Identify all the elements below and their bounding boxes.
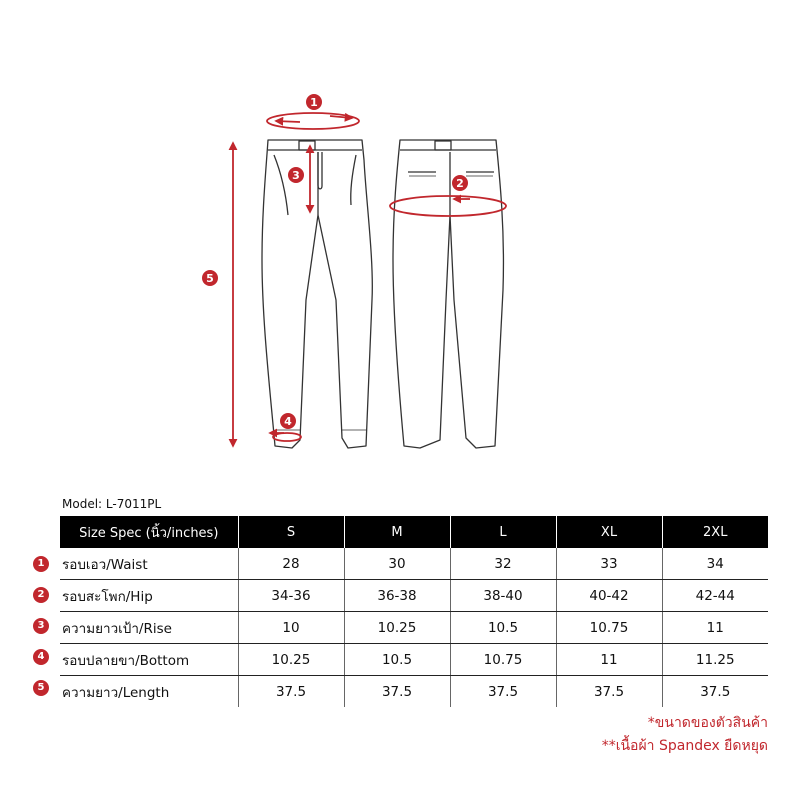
header-size-l: L [450,516,556,548]
header-size-spec: Size Spec (นิ้ว/inches) [60,516,238,548]
header-size-xl: XL [556,516,662,548]
row-marker-4: 4 [33,649,49,665]
header-size-s: S [238,516,344,548]
table-row [60,548,768,580]
table-cell: 33 [556,548,662,580]
marker-2 [452,175,468,191]
table-cell: 10.25 [344,612,450,644]
header-size-m: M [344,516,450,548]
svg-text:2: 2 [456,177,464,190]
table-cell: 10 [238,612,344,644]
marker-5 [202,270,218,286]
front-pocket-left [274,155,288,215]
note-product-size: *ขนาดของตัวสินค้า [647,715,768,731]
table-header-row [60,516,768,548]
belt-loop-front [299,141,315,150]
table-cell: 11 [556,644,662,676]
row-marker-2: 2 [33,587,49,603]
row-marker-5: 5 [33,680,49,696]
measure-waist [267,113,359,129]
table-cell: 37.5 [556,676,662,708]
pants-front-outline [262,140,372,448]
header-size-2xl: 2XL [662,516,768,548]
table-cell: 10.75 [556,612,662,644]
row-label-length: ความยาว/Length [62,684,170,701]
marker-1 [306,94,322,110]
table-cell: 37.5 [344,676,450,708]
svg-text:4: 4 [284,415,292,428]
table-cell: 10.5 [344,644,450,676]
table-cell: 34 [662,548,768,580]
table-cell: 36-38 [344,580,450,612]
table-cell: 42-44 [662,580,768,612]
svg-text:3: 3 [292,169,300,182]
table-cell: 37.5 [662,676,768,708]
svg-text:5: 5 [206,272,214,285]
table-cell: 34-36 [238,580,344,612]
table-cell: 37.5 [450,676,556,708]
table-row [60,644,768,676]
table-cell: 32 [450,548,556,580]
marker-4 [280,413,296,429]
note-fabric-spandex: **เนื้อผ้า Spandex ยืดหยุด [601,738,768,754]
svg-text:1: 1 [310,96,318,109]
measure-hip [390,196,506,216]
marker-3 [288,167,304,183]
table-row [60,676,768,708]
row-marker-3: 3 [33,618,49,634]
table-cell: 28 [238,548,344,580]
belt-loop-back [435,141,451,150]
table-cell: 38-40 [450,580,556,612]
row-label-rise: ความยาวเป้า/Rise [60,612,238,644]
table-cell: 10.5 [450,612,556,644]
table-cell: 10.75 [450,644,556,676]
table-cell: 11.25 [662,644,768,676]
row-label-bottom: รอบปลายขา/Bottom [60,644,238,676]
model-label: Model: L-7011PL [62,497,162,511]
row-label-waist: รอบเอว/Waist [60,548,238,580]
table-row [60,612,768,644]
table-cell: 10.25 [238,644,344,676]
row-marker-1: 1 [33,556,49,572]
table-cell: 40-42 [556,580,662,612]
size-table [60,516,768,707]
table-cell: 37.5 [238,676,344,708]
table-row [60,580,768,612]
front-pocket-right [351,155,356,205]
pants-back-outline [393,140,503,448]
table-cell: 30 [344,548,450,580]
table-cell: 11 [662,612,768,644]
row-label-hip: รอบสะโพก/Hip [60,580,238,612]
